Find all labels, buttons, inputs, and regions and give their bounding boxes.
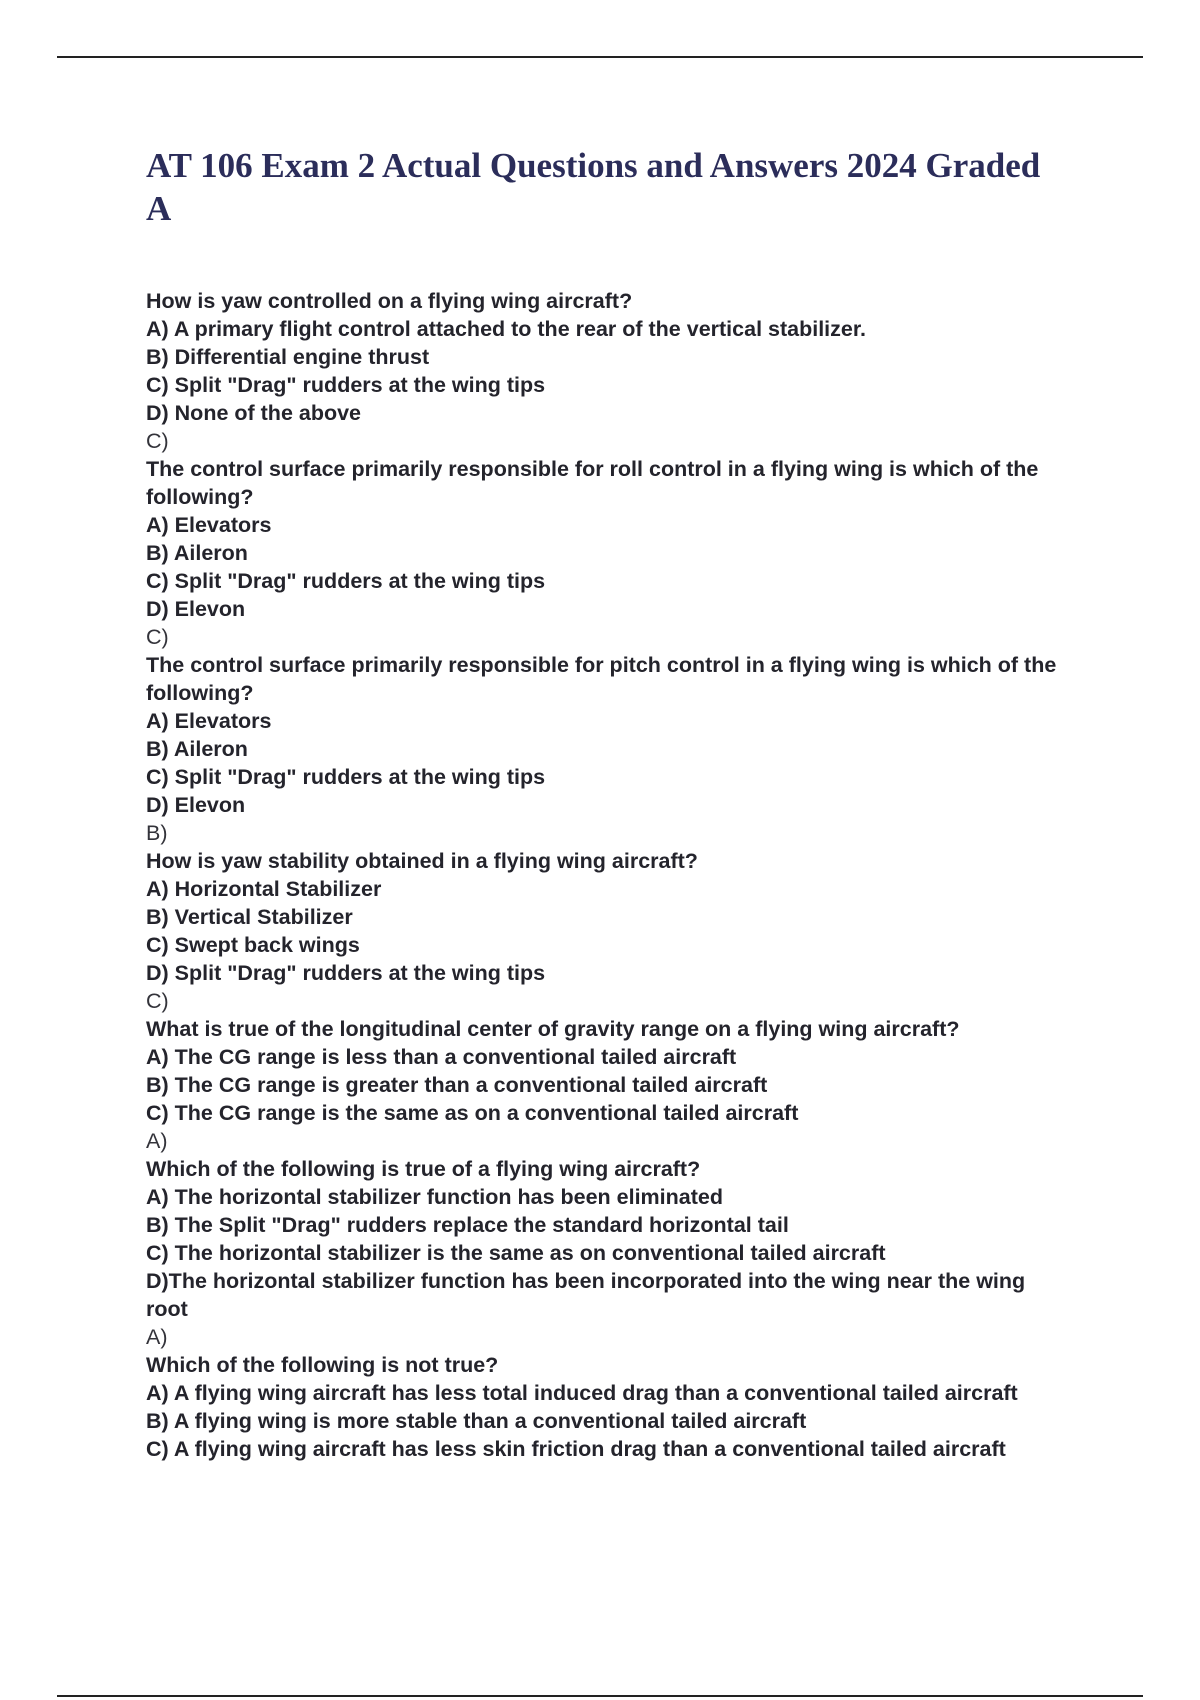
- answer-option: A) Horizontal Stabilizer: [146, 877, 382, 901]
- question-block: [146, 287, 1066, 455]
- answer-option: C) A flying wing aircraft has less skin friction drag than a conventional tailed aircraft: [146, 1437, 1006, 1461]
- answer-option: B) A flying wing is more stable than a conventional tailed aircraft: [146, 1409, 807, 1433]
- answer-option: B) Vertical Stabilizer: [146, 905, 353, 929]
- answer-option: B) Aileron: [146, 541, 248, 565]
- question-block: [146, 1015, 1066, 1155]
- question-text: Which of the following is true of a flying wing aircraft?: [146, 1157, 701, 1181]
- answer-option: C) Split "Drag" rudders at the wing tips: [146, 765, 546, 789]
- question-text: Which of the following is not true?: [146, 1353, 499, 1377]
- answer-option: C) The horizontal stabilizer is the same as on conventional tailed aircraft: [146, 1241, 886, 1265]
- answer-option: C) Split "Drag" rudders at the wing tips: [146, 569, 546, 593]
- question-block: [146, 1155, 1066, 1351]
- answer-option: A) Elevators: [146, 513, 272, 537]
- answer-option: D) None of the above: [146, 401, 362, 425]
- answer-option: B) Differential engine thrust: [146, 345, 430, 369]
- question-block: [146, 847, 1066, 1015]
- question-block: [146, 455, 1066, 651]
- question-text: How is yaw controlled on a flying wing aircraft?: [146, 289, 633, 313]
- question-text: How is yaw stability obtained in a flying wing aircraft?: [146, 849, 698, 873]
- document-title: AT 106 Exam 2 Actual Questions and Answers 2024 Graded A: [146, 146, 1041, 228]
- question-block: [146, 1351, 1066, 1463]
- answer-option: D) Elevon: [146, 793, 246, 817]
- correct-answer: A): [146, 1129, 168, 1153]
- answer-option: A) The CG range is less than a conventional tailed aircraft: [146, 1045, 737, 1069]
- answer-option: A) A primary flight control attached to the rear of the vertical stabilizer.: [146, 317, 866, 341]
- answer-option: A) The horizontal stabilizer function has been eliminated: [146, 1185, 723, 1209]
- question-list: [146, 287, 1066, 1463]
- question-text: The control surface primarily responsible for pitch control in a flying wing is which of the following?: [146, 653, 1057, 705]
- correct-answer: B): [146, 821, 168, 845]
- answer-option: D) Elevon: [146, 597, 246, 621]
- correct-answer: A): [146, 1325, 168, 1349]
- correct-answer: C): [146, 429, 169, 453]
- answer-option: B) The Split "Drag" rudders replace the standard horizontal tail: [146, 1213, 789, 1237]
- answer-option: D) Split "Drag" rudders at the wing tips: [146, 961, 546, 985]
- answer-option: A) Elevators: [146, 709, 272, 733]
- answer-option: D)The horizontal stabilizer function has been incorporated into the wing near the wing root: [146, 1269, 1026, 1321]
- question-block: [146, 651, 1066, 847]
- answer-option: B) The CG range is greater than a conventional tailed aircraft: [146, 1073, 768, 1097]
- correct-answer: C): [146, 989, 169, 1013]
- answer-option: A) A flying wing aircraft has less total induced drag than a conventional tailed aircraft: [146, 1381, 1018, 1405]
- answer-option: C) Swept back wings: [146, 933, 360, 957]
- answer-option: C) Split "Drag" rudders at the wing tips: [146, 373, 546, 397]
- top-rule: [57, 56, 1143, 58]
- answer-option: C) The CG range is the same as on a conventional tailed aircraft: [146, 1101, 799, 1125]
- answer-option: B) Aileron: [146, 737, 248, 761]
- question-text: What is true of the longitudinal center of gravity range on a flying wing aircraft?: [146, 1017, 960, 1041]
- correct-answer: C): [146, 625, 169, 649]
- bottom-rule: [57, 1695, 1143, 1697]
- question-text: The control surface primarily responsible for roll control in a flying wing is which of the following?: [146, 457, 1039, 509]
